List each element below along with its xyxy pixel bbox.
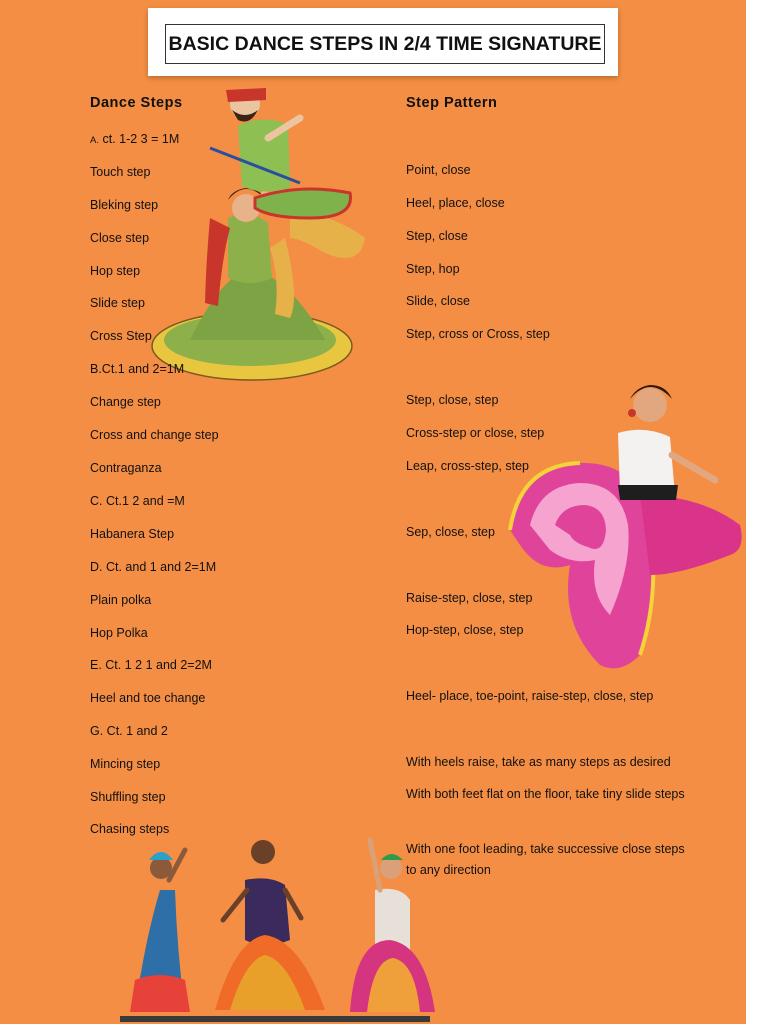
dance-step-label: Cross Step: [90, 329, 152, 343]
dance-step-label: A. ct. 1-2 3 = 1M: [90, 132, 180, 146]
step-pattern-label: Slide, close: [406, 294, 470, 308]
dance-step-label: Cross and change step: [90, 428, 219, 442]
dance-step-label: Slide step: [90, 296, 145, 310]
dance-step-label: Plain polka: [90, 593, 152, 607]
step-pattern-label: Heel, place, close: [406, 196, 505, 210]
step-pattern-label: Step, close, step: [406, 393, 499, 407]
step-pattern-label: Hop-step, close, step: [406, 623, 524, 637]
step-pattern-label: With both feet flat on the floor, take tiny slide steps: [406, 787, 685, 801]
dance-step-label: E. Ct. 1 2 1 and 2=2M: [90, 658, 212, 672]
dance-step-label: Shuffling step: [90, 790, 166, 804]
three-dancers-photo: [105, 830, 445, 1024]
dance-step-label: C. Ct.1 2 and =M: [90, 494, 185, 508]
heading-step-pattern: Step Pattern: [406, 95, 498, 111]
step-pattern-label: With heels raise, take as many steps as desired: [406, 755, 671, 769]
page-title: BASIC DANCE STEPS IN 2/4 TIME SIGNATURE: [165, 24, 605, 64]
dance-step-label: Habanera Step: [90, 527, 175, 541]
dance-step-label: Hop Polka: [90, 626, 148, 640]
step-pattern-label: Raise-step, close, step: [406, 591, 533, 605]
dance-step-label: Bleking step: [90, 198, 159, 212]
dance-step-label: Contraganza: [90, 461, 162, 475]
dance-step-label: Touch step: [90, 165, 151, 179]
step-pattern-label: Sep, close, step: [406, 525, 495, 539]
dancing-couple-illustration: [150, 78, 375, 383]
dance-step-label: Hop step: [90, 264, 141, 278]
dance-step-label: Heel and toe change: [90, 691, 206, 705]
dance-step-label: Close step: [90, 231, 150, 245]
heading-dance-steps: Dance Steps: [90, 95, 183, 111]
dance-step-label: G. Ct. 1 and 2: [90, 724, 168, 738]
dance-step-label: D. Ct. and 1 and 2=1M: [90, 560, 217, 574]
step-pattern-label: Heel- place, toe-point, raise-step, close, step: [406, 689, 654, 703]
step-pattern-label: Step, hop: [406, 262, 460, 276]
dance-step-label: Change step: [90, 395, 161, 409]
step-pattern-label: Leap, cross-step, step: [406, 459, 529, 473]
dance-step-label: B.Ct.1 and 2=1M: [90, 362, 185, 376]
dance-step-label: Chasing steps: [90, 822, 170, 836]
folk-dancer-photo: [500, 375, 746, 675]
step-pattern-label: Point, close: [406, 163, 471, 177]
step-pattern-label: Cross-step or close, step: [406, 426, 545, 440]
dance-step-label: Mincing step: [90, 757, 161, 771]
title-box: [148, 8, 618, 76]
section-prefix: A.: [90, 135, 99, 146]
step-pattern-label: Step, close: [406, 229, 468, 243]
step-pattern-label: With one foot leading, take successive close steps to any direction: [406, 842, 685, 877]
step-pattern-label: Step, cross or Cross, step: [406, 327, 550, 341]
